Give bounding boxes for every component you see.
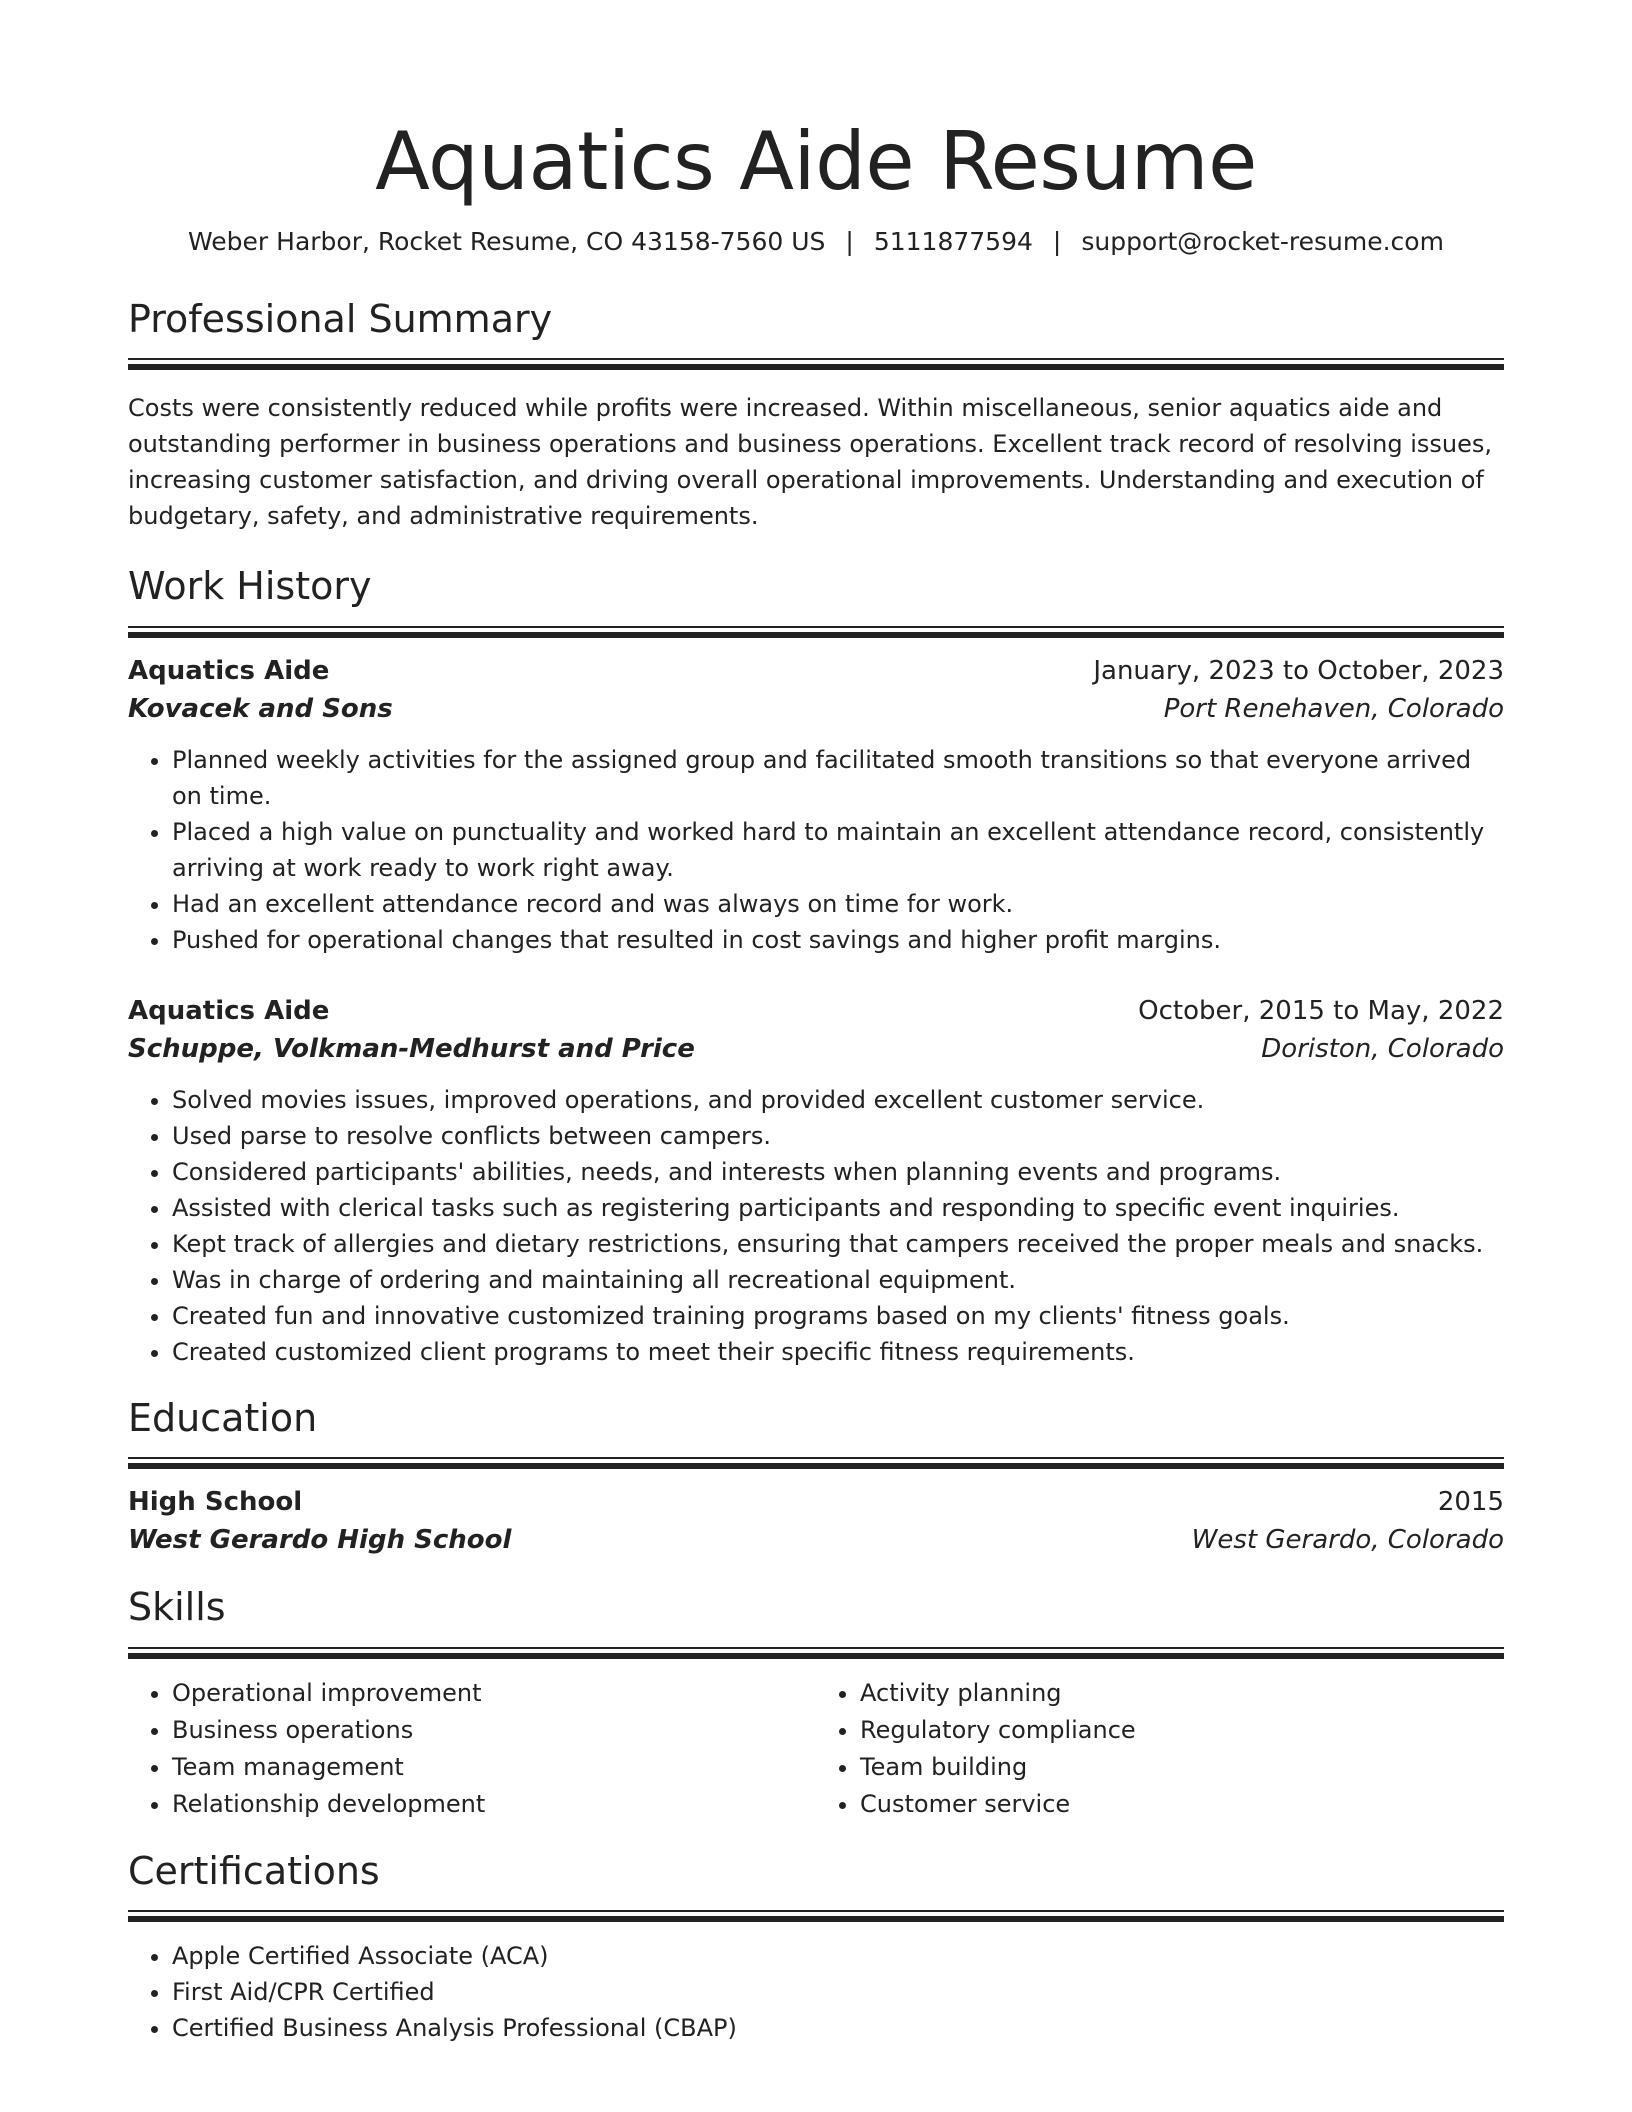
education-location: West Gerardo, Colorado — [1191, 1525, 1504, 1556]
job-bullets — [128, 742, 1504, 958]
skill-item: • Regulatory compliance — [860, 1712, 1504, 1749]
job-bullet: • Assisted with clerical tasks such as registering participants and responding to specific event inquiries. — [172, 1190, 1504, 1226]
job-bullets — [128, 1082, 1504, 1370]
job-bullet: • Placed a high value on punctuality and worked hard to maintain an excellent attendance record, consistently arriving at work ready to work right away. — [172, 814, 1504, 886]
skills-list-left — [128, 1675, 816, 1823]
job-dates: January, 2023 to October, 2023 — [1093, 655, 1504, 686]
skill-item: • Team building — [860, 1749, 1504, 1786]
job-entry — [128, 652, 1504, 958]
section-divider — [128, 626, 1504, 638]
skill-item: • Operational improvement — [172, 1675, 816, 1712]
education-school: West Gerardo High School — [128, 1525, 512, 1556]
job-location: Port Renehaven, Colorado — [1163, 693, 1504, 724]
section-divider — [128, 1457, 1504, 1469]
skill-item: • Business operations — [172, 1712, 816, 1749]
job-bullet: • Pushed for operational changes that resulted in cost savings and higher profit margins. — [172, 922, 1504, 958]
contact-line — [128, 226, 1504, 259]
job-bullet: • Considered participants' abilities, needs, and interests when planning events and programs. — [172, 1154, 1504, 1190]
certification-item: • First Aid/CPR Certified — [172, 1974, 1504, 2010]
work-history-heading: Work History — [128, 564, 372, 609]
skills-section — [128, 1585, 1504, 1823]
work-history-section — [128, 564, 1504, 1370]
summary-text: Costs were consistently reduced while profits were increased. Within miscellaneous, senior aquatics aide and outstanding performer in business operations and business operations. Excellent track record of resolving issues, increasing customer satisfaction, and driving overall operational improvements. Understanding and execution of budgetary, safety, and administrative requirements. — [128, 394, 1493, 531]
certifications-heading: Certifications — [128, 1848, 380, 1893]
skill-item: • Activity planning — [860, 1675, 1504, 1712]
job-bullet: • Kept track of allergies and dietary restrictions, ensuring that campers received the proper meals and snacks. — [172, 1226, 1504, 1262]
section-divider — [128, 1910, 1504, 1922]
certifications-list — [128, 1938, 1504, 2046]
job-employer: Kovacek and Sons — [128, 693, 393, 724]
job-entry — [128, 992, 1504, 1370]
job-bullet: • Solved movies issues, improved operations, and provided excellent customer service. — [172, 1082, 1504, 1118]
education-year: 2015 — [1437, 1487, 1504, 1518]
job-employer: Schuppe, Volkman-Medhurst and Price — [128, 1033, 695, 1064]
job-title: Aquatics Aide — [128, 655, 330, 686]
skills-list-right — [816, 1675, 1504, 1823]
contact-address: Weber Harbor, Rocket Resume, CO 43158-7560 US — [188, 227, 826, 256]
summary-heading: Professional Summary — [128, 296, 553, 341]
skill-item: • Relationship development — [172, 1786, 816, 1823]
job-title: Aquatics Aide — [128, 995, 330, 1026]
job-location: Doriston, Colorado — [1261, 1033, 1504, 1064]
job-bullet: • Created customized client programs to meet their specific fitness requirements. — [172, 1334, 1504, 1370]
certifications-section — [128, 1849, 1504, 2047]
summary-section — [128, 297, 1504, 535]
skills-grid — [128, 1675, 1504, 1823]
contact-separator: | — [1052, 227, 1062, 256]
contact-phone: 5111877594 — [873, 227, 1033, 256]
section-divider — [128, 358, 1504, 370]
education-section — [128, 1396, 1504, 1560]
section-divider — [128, 1647, 1504, 1659]
contact-separator: | — [845, 227, 854, 256]
education-heading: Education — [128, 1395, 318, 1440]
skills-heading: Skills — [128, 1585, 226, 1630]
job-bullet: • Was in charge of ordering and maintaining all recreational equipment. — [172, 1262, 1504, 1298]
skill-item: • Customer service — [860, 1786, 1504, 1823]
education-degree: High School — [128, 1487, 303, 1518]
job-dates: October, 2015 to May, 2022 — [1138, 995, 1504, 1026]
job-bullet: • Used parse to resolve conflicts between campers. — [172, 1118, 1504, 1154]
resume-title: Aquatics Aide Resume — [375, 115, 1257, 208]
certification-item: • Apple Certified Associate (ACA) — [172, 1938, 1504, 1974]
contact-email: support@rocket-resume.com — [1081, 227, 1444, 256]
job-bullet: • Created fun and innovative customized training programs based on my clients' fitness goals. — [172, 1298, 1504, 1334]
education-entry — [128, 1483, 1504, 1559]
skill-item: • Team management — [172, 1749, 816, 1786]
job-bullet: • Had an excellent attendance record and was always on time for work. — [172, 886, 1504, 922]
certification-item: • Certified Business Analysis Professional (CBAP) — [172, 2010, 1504, 2046]
job-bullet: • Planned weekly activities for the assigned group and facilitated smooth transitions so that everyone arrived on time. — [172, 742, 1504, 814]
